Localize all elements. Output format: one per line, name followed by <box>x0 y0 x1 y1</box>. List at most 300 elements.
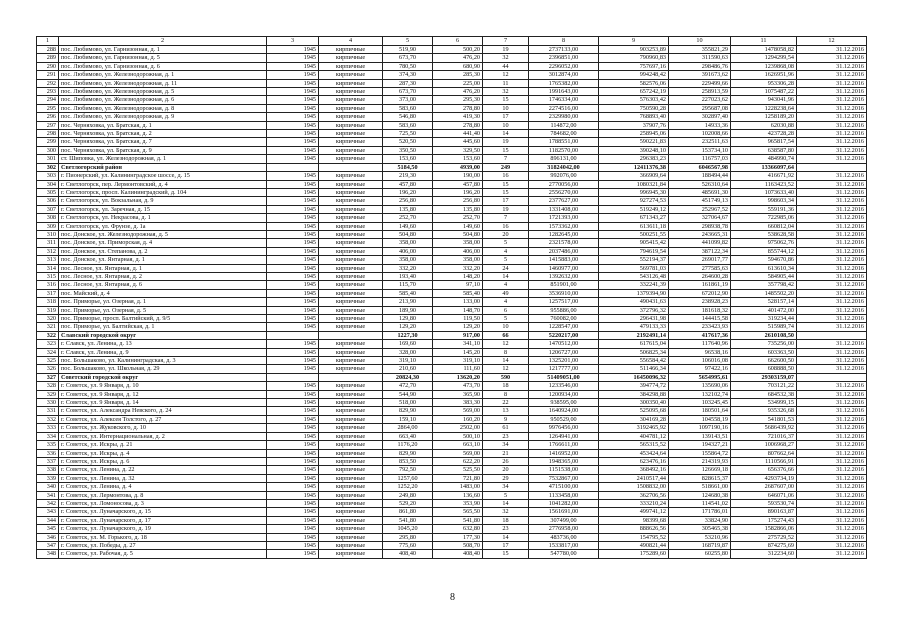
table-cell: 168719,87 <box>669 541 731 549</box>
table-cell: 31.12.2016 <box>797 483 867 491</box>
table-row <box>37 222 867 230</box>
table-cell: 5 <box>483 256 529 264</box>
table-cell: 1945 <box>267 289 319 297</box>
table-cell: 3536910,00 <box>529 289 599 297</box>
table-cell: 298938,78 <box>669 222 731 230</box>
table-cell: кирпичные <box>319 180 383 188</box>
table-cell: 608888,50 <box>731 365 797 373</box>
table-cell: пос. Лесное, ул. Янтарная, д. 2 <box>59 272 267 280</box>
table-cell: 404781,12 <box>599 432 669 440</box>
table-cell: 358,00 <box>433 239 483 247</box>
table-cell: 314 <box>37 264 59 272</box>
table-cell: кирпичные <box>319 483 383 491</box>
table-cell: пос. Черняховка, ул. Братская, д. 7 <box>59 138 267 146</box>
table-cell: 154795,52 <box>599 533 669 541</box>
table-cell: 2610108,50 <box>731 331 797 339</box>
table-cell: 169,60 <box>383 340 433 348</box>
table-cell: кирпичные <box>319 138 383 146</box>
table-cell: 1945 <box>267 533 319 541</box>
table-cell: 917,00 <box>433 331 483 339</box>
table-cell: 1483,00 <box>433 483 483 491</box>
table-cell: 15 <box>483 146 529 154</box>
table-cell: 31.12.2016 <box>797 424 867 432</box>
table-cell: 417617,36 <box>669 331 731 339</box>
table-cell: 301 <box>37 155 59 163</box>
table-cell: 31.12.2016 <box>797 499 867 507</box>
table-cell: 1945 <box>267 298 319 306</box>
table-cell: 300350,40 <box>599 399 669 407</box>
table-cell: 347 <box>37 541 59 549</box>
table-cell: 935326,68 <box>731 407 797 415</box>
table-cell: 1041282,00 <box>529 499 599 507</box>
table-cell <box>319 163 383 171</box>
table-cell: 341 <box>37 491 59 499</box>
table-cell: 1945 <box>267 399 319 407</box>
table-cell: 2687607,00 <box>731 483 797 491</box>
table-cell: 298486,76 <box>669 62 731 70</box>
table-cell: 657242,19 <box>599 88 669 96</box>
table-cell: 613611,18 <box>599 222 669 230</box>
table-cell: 1945 <box>267 54 319 62</box>
table-cell: 31824042,00 <box>529 163 599 171</box>
table-cell: 992076,00 <box>529 172 599 180</box>
table-cell: 383,30 <box>433 399 483 407</box>
table-cell: 341,10 <box>433 340 483 348</box>
table-cell: 408,40 <box>433 550 483 558</box>
table-cell: 29303159,07 <box>731 373 797 381</box>
table-cell: 310 <box>37 230 59 238</box>
table-cell: 476,20 <box>433 54 483 62</box>
table-cell: 317 <box>37 289 59 297</box>
table-cell: 20824,30 <box>383 373 433 381</box>
table-cell: 13 <box>483 407 529 415</box>
table-cell <box>319 331 383 339</box>
table-cell: г. Советск, ул. Жуковского, д. 10 <box>59 424 267 432</box>
table-cell: 365,90 <box>433 390 483 398</box>
table-cell: 1573362,00 <box>529 222 599 230</box>
table-cell: Светлогорский район <box>59 163 267 171</box>
table-cell: 374,30 <box>383 71 433 79</box>
table-cell: 5 <box>483 491 529 499</box>
table-cell: Советский городской округ <box>59 373 267 381</box>
table-cell: 1561691,00 <box>529 508 599 516</box>
table-cell: 784682,00 <box>529 130 599 138</box>
table-cell: 419,30 <box>433 113 483 121</box>
column-header: 11 <box>731 37 797 46</box>
table-cell: 1626951,96 <box>731 71 797 79</box>
table-cell: 1416952,00 <box>529 449 599 457</box>
table-cell: 1460977,00 <box>529 264 599 272</box>
table-cell: 22 <box>483 399 529 407</box>
table-cell: 593530,74 <box>731 499 797 507</box>
table-cell: 23 <box>483 525 529 533</box>
table-cell: 538628,58 <box>731 230 797 238</box>
table-cell: г. Светлогорск, ул. Заречная, д. 15 <box>59 205 267 213</box>
table-cell: 519249,12 <box>599 205 669 213</box>
table-cell: 2192491,14 <box>599 331 669 339</box>
table-cell: 508,70 <box>433 541 483 549</box>
table-cell: 1945 <box>267 62 319 70</box>
table-cell: г. Советск, ул. 9 Января, д. 12 <box>59 390 267 398</box>
table-cell: пос. Любимово, ул. Железнодорожная, д. 1 <box>59 71 267 79</box>
table-cell: 943041,96 <box>731 96 797 104</box>
table-row <box>37 365 867 373</box>
table-cell: 33824,90 <box>669 516 731 524</box>
table-cell: 329 <box>37 390 59 398</box>
table-cell: 316 <box>37 281 59 289</box>
table-cell: 7532867,00 <box>529 474 599 482</box>
table-cell: 506825,34 <box>599 348 669 356</box>
table-cell: 855744,12 <box>731 247 797 255</box>
table-cell: 525,50 <box>433 466 483 474</box>
table-cell: 31.12.2016 <box>797 230 867 238</box>
table-cell: 1945 <box>267 390 319 398</box>
table-row <box>37 550 867 558</box>
table-cell: 2296052,00 <box>529 62 599 70</box>
table-cell: 6 <box>483 306 529 314</box>
table-row <box>37 298 867 306</box>
table-cell: 297 <box>37 121 59 129</box>
table-cell: 135690,06 <box>669 382 731 390</box>
table-row <box>37 525 867 533</box>
table-cell: 32 <box>483 54 529 62</box>
table-cell: пос. Лесное, ул. Янтарная, д. 6 <box>59 281 267 289</box>
table-cell: 355821,29 <box>669 46 731 54</box>
table-cell: 673,70 <box>383 88 433 96</box>
table-cell: пос. Черняховка, ул. Братская, д. 1 <box>59 121 267 129</box>
table-cell: 504,80 <box>433 230 483 238</box>
table-cell: 249,80 <box>383 491 433 499</box>
table-cell: 335 <box>37 441 59 449</box>
table-cell: 62030,88 <box>731 121 797 129</box>
table-cell: 181618,32 <box>669 306 731 314</box>
table-row <box>37 62 867 70</box>
table-cell: 457,80 <box>433 180 483 188</box>
table-cell: 565,50 <box>433 508 483 516</box>
table-cell <box>797 331 867 339</box>
table-cell: 1379394,90 <box>599 289 669 297</box>
table-cell: 623476,16 <box>599 457 669 465</box>
table-cell: 333210,24 <box>599 499 669 507</box>
table-cell: кирпичные <box>319 323 383 331</box>
column-header: 10 <box>669 37 731 46</box>
table-cell: 180501,64 <box>669 407 731 415</box>
table-cell: 1945 <box>267 491 319 499</box>
table-cell: 256,80 <box>383 197 433 205</box>
table-cell: 342 <box>37 499 59 507</box>
table-cell: 1945 <box>267 272 319 280</box>
table-cell: 927274,53 <box>599 197 669 205</box>
table-row <box>37 390 867 398</box>
table-cell: 37907,76 <box>599 121 669 129</box>
table-cell: кирпичные <box>319 541 383 549</box>
table-cell: 1252,20 <box>383 483 433 491</box>
table-cell: 656376,66 <box>731 466 797 474</box>
table-cell: 1945 <box>267 424 319 432</box>
table-row <box>37 357 867 365</box>
table-cell: 4293734,19 <box>731 474 797 482</box>
table-cell: 1945 <box>267 155 319 163</box>
table-cell: кирпичные <box>319 96 383 104</box>
table-cell: 457,80 <box>383 180 433 188</box>
table-cell: 14 <box>483 272 529 280</box>
table-row <box>37 230 867 238</box>
table-cell: кирпичные <box>319 247 383 255</box>
table-cell: 1073633,40 <box>731 188 797 196</box>
table-cell: 1945 <box>267 382 319 390</box>
table-cell: 31.12.2016 <box>797 281 867 289</box>
table-cell: кирпичные <box>319 88 383 96</box>
table-cell: г. Советск, ул. Алексея Толстого, д. 27 <box>59 415 267 423</box>
table-cell: 569,00 <box>433 449 483 457</box>
table-cell: 1945 <box>267 449 319 457</box>
table-cell: 332241,39 <box>599 281 669 289</box>
table-cell: 500,20 <box>433 46 483 54</box>
table-cell: 319,10 <box>383 357 433 365</box>
table-cell: кирпичные <box>319 516 383 524</box>
table-cell: 346 <box>37 533 59 541</box>
table-cell: 277585,63 <box>669 264 731 272</box>
table-cell: 1945 <box>267 222 319 230</box>
table-cell: 189,90 <box>383 306 433 314</box>
table-cell: 1945 <box>267 516 319 524</box>
table-cell: кирпичные <box>319 172 383 180</box>
table-cell: 18 <box>483 382 529 390</box>
table-cell: 663,10 <box>433 441 483 449</box>
table-cell: 1945 <box>267 306 319 314</box>
table-cell: кирпичные <box>319 71 383 79</box>
table-cell: 269017,77 <box>669 256 731 264</box>
table-cell: 136,60 <box>433 491 483 499</box>
table-cell: 325 <box>37 357 59 365</box>
table-cell: 227023,62 <box>669 96 731 104</box>
table-cell: 252,70 <box>383 214 433 222</box>
table-cell: 5184,50 <box>383 163 433 171</box>
table-cell: 441099,82 <box>669 239 731 247</box>
table-row <box>37 79 867 87</box>
table-cell: кирпичные <box>319 449 383 457</box>
table-cell: 4939,00 <box>433 163 483 171</box>
table-cell: 13620,20 <box>433 373 483 381</box>
table-cell: 304 <box>37 180 59 188</box>
table-cell: 12 <box>483 340 529 348</box>
table-cell: г. Советск, ул. Александра Невского, д. 24 <box>59 407 267 415</box>
table-cell: 1945 <box>267 340 319 348</box>
table-cell: 504,80 <box>383 230 433 238</box>
table-cell: 243665,31 <box>669 230 731 238</box>
table-cell: г. Советск, ул. Рабочая, д. 5 <box>59 550 267 558</box>
table-cell: 559191,36 <box>731 205 797 213</box>
table-cell: 287,30 <box>383 79 433 87</box>
table-cell: 343 <box>37 508 59 516</box>
table-cell: 14933,36 <box>669 121 731 129</box>
table-cell: 794619,54 <box>599 247 669 255</box>
table-cell: 14 <box>483 499 529 507</box>
table-cell: пос. Любимово, ул. Железнодорожная, д. 8 <box>59 104 267 112</box>
table-cell: 252967,52 <box>669 205 731 213</box>
table-cell: 2410517,44 <box>599 474 669 482</box>
table-cell: 307 <box>37 205 59 213</box>
table-cell: 290 <box>37 62 59 70</box>
table-cell: 1945 <box>267 264 319 272</box>
table-cell: 646071,06 <box>731 491 797 499</box>
table-cell: 1264941,00 <box>529 432 599 440</box>
column-header: 7 <box>483 37 529 46</box>
table-cell: 387122,34 <box>669 247 731 255</box>
table-cell: 295,30 <box>433 96 483 104</box>
table-cell: ст. Шиповка, ул. Железнодорожная, д. 1 <box>59 155 267 163</box>
table-cell: 4715100,00 <box>529 483 599 491</box>
table-cell: 394774,72 <box>599 382 669 390</box>
table-cell: 295687,08 <box>669 104 731 112</box>
table-cell: 1200934,00 <box>529 390 599 398</box>
table-cell: 31.12.2016 <box>797 146 867 154</box>
table-cell: 583,60 <box>383 104 433 112</box>
table-cell: 585,40 <box>433 289 483 297</box>
table-cell: 1182570,00 <box>529 146 599 154</box>
table-row <box>37 491 867 499</box>
table-cell: 117640,96 <box>669 340 731 348</box>
table-cell: 106016,08 <box>669 357 731 365</box>
table-cell: 344 <box>37 516 59 524</box>
table-cell: 300 <box>37 146 59 154</box>
table-row <box>37 281 867 289</box>
table-cell: пос. Черняховка, ул. Братская, д. 2 <box>59 130 267 138</box>
table-cell: 31.12.2016 <box>797 382 867 390</box>
table-cell: 2396851,00 <box>529 54 599 62</box>
table-cell: 31.12.2016 <box>797 541 867 549</box>
table-cell: 401472,00 <box>731 306 797 314</box>
table-cell: г. Советск, ул. Ленина, д. 22 <box>59 466 267 474</box>
table-cell: 1533817,00 <box>529 541 599 549</box>
table-cell: 358,00 <box>383 256 433 264</box>
table-cell: 194327,21 <box>669 441 731 449</box>
table-row <box>37 499 867 507</box>
table-cell: 149,60 <box>433 222 483 230</box>
table-cell: 1006968,27 <box>731 441 797 449</box>
table-cell: 353,90 <box>433 499 483 507</box>
table-cell: 1945 <box>267 348 319 356</box>
table-cell: 313 <box>37 256 59 264</box>
table-row <box>37 96 867 104</box>
table-cell: кирпичные <box>319 188 383 196</box>
table-cell: 1080321,84 <box>599 180 669 188</box>
table-cell: 32 <box>483 88 529 96</box>
table-cell: 175289,60 <box>599 550 669 558</box>
table-cell: 5 <box>483 239 529 247</box>
table-cell <box>267 331 319 339</box>
table-cell: кирпичные <box>319 46 383 54</box>
table-row <box>37 541 867 549</box>
table-cell <box>267 373 319 381</box>
table-cell: 965817,54 <box>731 138 797 146</box>
table-cell: 1392632,00 <box>529 272 599 280</box>
table-row <box>37 373 867 381</box>
table-cell: 1945 <box>267 214 319 222</box>
table-cell: 735256,00 <box>731 340 797 348</box>
table-row <box>37 289 867 297</box>
table-cell: 298 <box>37 130 59 138</box>
table-cell: 232511,63 <box>669 138 731 146</box>
table-cell: г. Светлогорск, ул. Некрасова, д. 1 <box>59 214 267 222</box>
table-cell: 288 <box>37 46 59 54</box>
table-cell: 534999,15 <box>731 399 797 407</box>
table-cell: пос. Любимово, ул. Гарнизонная, д. 1 <box>59 46 267 54</box>
table-cell: г. Светлогорск, ул. Вокзальная, д. 9 <box>59 197 267 205</box>
table-cell: 1945 <box>267 230 319 238</box>
table-cell: 721016,37 <box>731 432 797 440</box>
table-cell: 20 <box>483 466 529 474</box>
table-cell: 175274,43 <box>731 516 797 524</box>
table-cell: 585,40 <box>383 289 433 297</box>
table-cell: 1239868,08 <box>731 62 797 70</box>
table-cell: 1945 <box>267 46 319 54</box>
table-cell: 31.12.2016 <box>797 399 867 407</box>
table-cell: 1075487,22 <box>731 88 797 96</box>
table-cell: 1945 <box>267 121 319 129</box>
table-cell: 358,00 <box>383 239 433 247</box>
table-cell: 102008,66 <box>669 130 731 138</box>
table-cell: кирпичные <box>319 457 383 465</box>
table-cell: 326 <box>37 365 59 373</box>
table-cell: 1945 <box>267 407 319 415</box>
table-row <box>37 441 867 449</box>
table-cell: 1945 <box>267 508 319 516</box>
table-cell: 34 <box>483 483 529 491</box>
table-cell: 828615,37 <box>669 474 731 482</box>
table-cell: 660812,04 <box>731 222 797 230</box>
table-cell: 219,30 <box>383 172 433 180</box>
table-cell: 159,10 <box>383 415 433 423</box>
table-cell: 148,70 <box>433 306 483 314</box>
table-cell: 139143,51 <box>669 432 731 440</box>
table-cell: 1485502,20 <box>731 289 797 297</box>
table-row <box>37 239 867 247</box>
table-cell: 1945 <box>267 525 319 533</box>
table-cell: 129,20 <box>433 323 483 331</box>
table-cell: кирпичные <box>319 533 383 541</box>
table-cell: 12 <box>483 365 529 373</box>
table-cell: 61 <box>483 424 529 432</box>
table-cell: 31.12.2016 <box>797 415 867 423</box>
table-cell: 1331408,00 <box>529 205 599 213</box>
table-cell: г. Советск, ул. Луначарского, д. 15 <box>59 508 267 516</box>
table-cell: пос. Лесное, ул. Янтарная, д. 1 <box>59 264 267 272</box>
table-cell: 332,20 <box>383 264 433 272</box>
table-cell: 511466,34 <box>599 365 669 373</box>
table-cell: кирпичные <box>319 365 383 373</box>
table-cell: 31.12.2016 <box>797 365 867 373</box>
table-row <box>37 508 867 516</box>
table-cell: 484990,74 <box>731 155 797 163</box>
table-row <box>37 188 867 196</box>
table-cell <box>267 163 319 171</box>
table-cell: 9 <box>483 415 529 423</box>
table-cell: 12 <box>483 71 529 79</box>
table-cell: 569781,03 <box>599 264 669 272</box>
table-cell: 1945 <box>267 239 319 247</box>
table-cell: 680,90 <box>433 62 483 70</box>
table-cell: кирпичные <box>319 256 383 264</box>
table-cell: 775,60 <box>383 541 433 549</box>
table-cell: пос. Любимово, ул. Железнодорожная, д. 11 <box>59 79 267 87</box>
table-cell: 252,70 <box>433 214 483 222</box>
table-cell: 1991643,00 <box>529 88 599 96</box>
table-cell: 582576,06 <box>599 79 669 87</box>
table-cell: кирпичные <box>319 298 383 306</box>
table-cell: 1945 <box>267 415 319 423</box>
document-page <box>36 36 866 559</box>
